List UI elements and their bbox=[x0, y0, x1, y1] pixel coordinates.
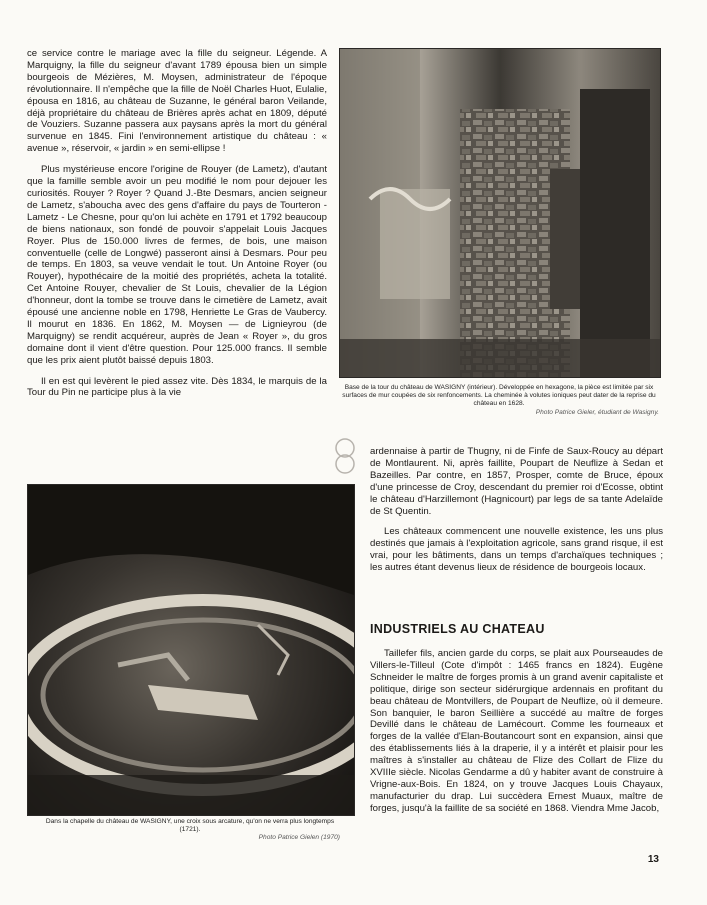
left-column-text bbox=[27, 48, 327, 408]
bottom-photo-caption bbox=[40, 818, 340, 843]
page-number: 13 bbox=[647, 854, 659, 865]
caption-text: Base de la tour du château de WASIGNY (intérieur). Développée en hexagone, la pièce est limitée par six surfaces de mur coupées de six renfoncements. La cheminée à volutes ioniques peut dater de la reprise du château en 1628. bbox=[342, 384, 656, 408]
paragraph: ce service contre le mariage avec la fille du seigneur. Légende. A Marquigny, la fille du seigneur d'avant 1789 épousa bien un simple bourgeois de Mézières, M. Moysen, administrateur de l'époque révolutionnaire. Il n'empêche que la fille de Noël Charles Huot, Eulalie, épousa en 1816, au château de Suzanne, le général baron Veilande, déjà propriétaire du château de Brières après achat en 1809, député de Vouziers. Suzanne passera aux paysans après la mort du général survenue en 1845. Fini l'environnement artistique du château : « avenue », réservoir, « jardin » en semi-ellipse ! bbox=[27, 48, 327, 155]
paragraph: ardennaise à partir de Thugny, ni de Finfe de Saux-Roucy au départ de Montlaurent. Ni, après faillite, Poupart de Neuflize à Sedan et Bazeilles. Par contre, en 1857, Prosper, comte de Bruce, époux d'une princesse de Croy, descendant du premier roi d'Ecosse, obtint le château d'Harzillemont (Hagnicourt) par legs de sa tante Adelaïde de St Quentin. bbox=[370, 446, 663, 517]
photo-credit: Photo Patrice Gielen (1970) bbox=[258, 834, 340, 842]
paragraph: Les châteaux commencent une nouvelle existence, les uns plus destinés que jamais à l'exploitation agricole, sans grand risque, il est vrai, pour les bâtiments, dans un temps d'archaïques techniques ; les autres étant devenus lieux de résidence de bourgeois locaux. bbox=[370, 526, 663, 574]
tower-interior-photo bbox=[339, 48, 661, 378]
top-photo-caption bbox=[339, 384, 659, 417]
paragraph: Taillefer fils, ancien garde du corps, se plait aux Pourseaudes de Villers-le-Tilleul (Cote d'impôt : 1465 francs en 1824). Eugène Schneider le maître de forges promis à un grand avenir capitaliste et politique, dirige son secteur sidérurgique ardennais en profitant du beau château de Montvillers, de Poupart de Neuflize, où il demeure. Son banquier, le baron Seillière a succédé au maître de forges Devillé dans le château de Lamécourt. Comme les fourneaux et forges de la vallée d'Elan-Boutancourt sont en expansion, ainsi que des établissements liés à la draperie, il y a intérêt et plaisir pour les maîtres à s'installer au château de Flize des Collart de Flize du XVIIIe siècle. Nicolas Gendarme a dû y habiter avant de construire à Vrigne-aux-Bois. En 1824, on y trouve Jacques Louis Chayaux, manufacturier du drap. Lui succèdera Ernest Muaux, maître de forges, jusqu'à la faillite de sa société en 1868. Viendra Mme Jacob, bbox=[370, 648, 663, 814]
photo-credit: Photo Patrice Gieler, étudiant de Wasigny. bbox=[535, 408, 659, 416]
caption-text: Dans la chapelle du château de WASIGNY, une croix sous arcature, qu'on ne verra plus longtemps (1721). bbox=[45, 818, 335, 834]
paragraph: Plus mystérieuse encore l'origine de Rouyer (de Lametz), d'autant que la famille semble avoir un peu modifié le nom pour dejouer les curiosités. Rouyer ? Royer ? Quand J.-Bte Desmars, ancien seigneur de Lametz, s'aboucha avec des gens d'affaire du pays de Tourteron - Lametz - Le Chesne, pour qu'on lui achète en 1791 et 1792 beaucoup de biens nationaux, son fondé de pouvoir s'appelait Louis Jacques Royer. Plus de 150.000 livres de fermes, de bois, une maison conventuelle (celle de Longwé) passeront ainsi à Desmars. Pour peu de temps. En 1803, sa veuve vendait le tout. Un Antoine Royer (ou Rouyer), hypothécaire de la moitié des propriétés, acheta la totalité. Cet Antoine Rouyer, chevalier de St Louis, chevalier de la Légion d'honneur, dont la tombe se trouve dans le cimetière de Lametz, avait épousé une ancienne noble en 1798, Henriette Le Gras de Vaubercy. Il mourut en 1836. En 1862, M. Moysen — de Lignieyrou (de Marquigny) se rendit acquéreur, auprès de Jean « Royer », du gros domaine dont il vient d'être question. Pour 125.000 francs. Il semble que les prix aient plutôt baissé depuis 1803. bbox=[27, 164, 327, 366]
right-column-text bbox=[370, 446, 663, 583]
right-column-text-2 bbox=[370, 648, 663, 824]
paragraph: Il en est qui levèrent le pied assez vite. Dès 1834, le marquis de la Tour du Pin ne participe plus à la vie bbox=[27, 375, 327, 399]
section-heading: INDUSTRIELS AU CHATEAU bbox=[370, 622, 545, 636]
library-stamp-icon bbox=[333, 438, 357, 474]
chapel-cross-photo bbox=[27, 484, 355, 816]
